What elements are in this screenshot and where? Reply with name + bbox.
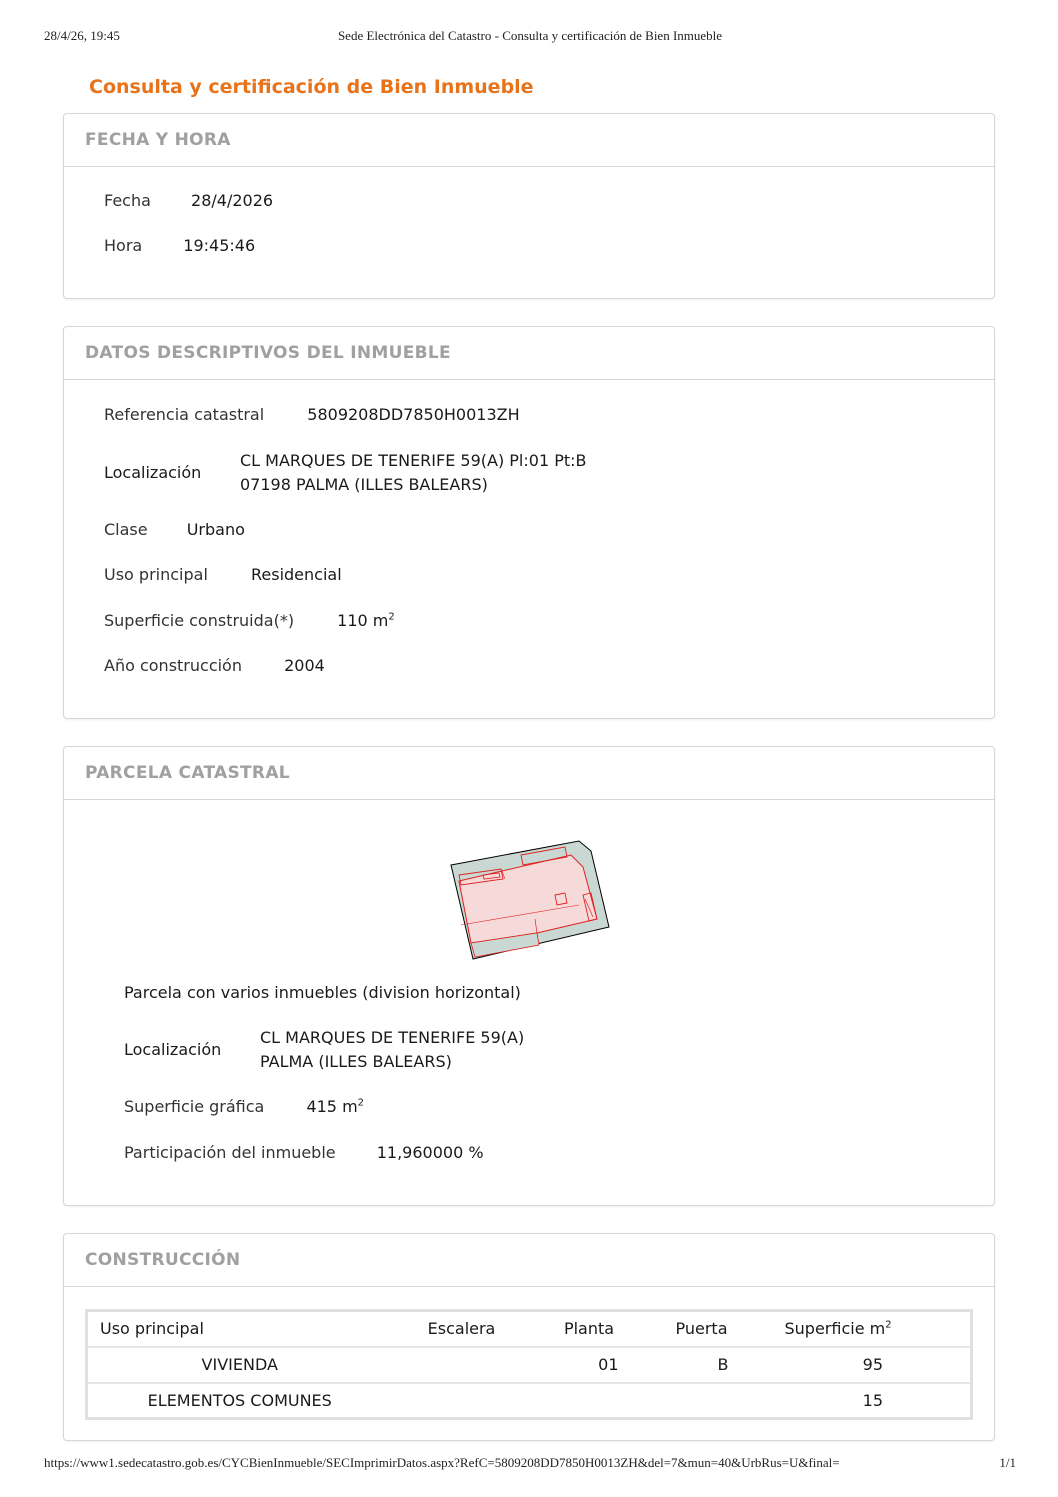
- superficie-label: Superficie construida(*): [104, 611, 295, 630]
- construccion-heading: CONSTRUCCIÓN: [64, 1234, 994, 1287]
- fecha-value: 28/4/2026: [191, 191, 274, 210]
- parcela-descripcion: Parcela con varios inmuebles (division horizontal): [124, 983, 521, 1002]
- fecha-hora-panel: [63, 113, 995, 299]
- referencia-row: [104, 405, 520, 424]
- table-row: [87, 1347, 972, 1383]
- cell-escalera: [392, 1347, 532, 1383]
- localizacion-line1: CL MARQUES DE TENERIFE 59(A) Pl:01 Pt:B: [240, 451, 587, 470]
- fecha-label: Fecha: [104, 191, 151, 210]
- participacion-value: 11,960000 %: [376, 1143, 484, 1162]
- clase-row: [104, 520, 245, 539]
- cell-uso: VIVIENDA: [87, 1347, 392, 1383]
- parcela-superficie-label: Superficie gráfica: [124, 1097, 265, 1116]
- col-puerta: Puerta: [647, 1311, 757, 1347]
- page-title: Consulta y certificación de Bien Inmueble: [89, 76, 534, 98]
- participacion-label: Participación del inmueble: [124, 1143, 336, 1162]
- col-escalera: Escalera: [392, 1311, 532, 1347]
- cell-superficie: 95: [757, 1347, 972, 1383]
- table-row: [87, 1383, 972, 1419]
- localizacion-line2: 07198 PALMA (ILLES BALEARS): [240, 475, 488, 494]
- col-uso: Uso principal: [87, 1311, 392, 1347]
- cell-escalera: [392, 1383, 532, 1419]
- cell-uso: ELEMENTOS COMUNES: [147, 1390, 332, 1410]
- clase-label: Clase: [104, 520, 148, 539]
- anio-row: [104, 656, 325, 675]
- superficie-value: 110 m: [337, 611, 389, 630]
- referencia-label: Referencia catastral: [104, 405, 265, 424]
- construccion-panel: [63, 1233, 995, 1441]
- anio-value: 2004: [284, 656, 325, 675]
- uso-row: [104, 565, 342, 584]
- col-planta: Planta: [532, 1311, 647, 1347]
- superficie-row: [104, 611, 395, 630]
- parcela-superficie-exp: 2: [357, 1097, 365, 1109]
- uso-value: Residencial: [250, 565, 342, 584]
- datos-descriptivos-panel: [63, 326, 995, 719]
- parcel-map-image: [449, 839, 614, 961]
- print-header: [44, 28, 1016, 46]
- print-url: https://www1.sedecatastro.gob.es/CYCBienInmueble/SECImprimirDatos.aspx?RefC=5809208DD7850H0013ZH&del=7&mun=40&UrbRus=U&final=: [44, 1455, 840, 1470]
- hora-label: Hora: [104, 236, 143, 255]
- datos-heading: DATOS DESCRIPTIVOS DEL INMUEBLE: [64, 327, 994, 380]
- parcela-localizacion-line2: PALMA (ILLES BALEARS): [260, 1052, 452, 1071]
- print-title: Sede Electrónica del Catastro - Consulta y certificación de Bien Inmueble: [337, 28, 723, 43]
- print-page-number: 1/1: [999, 1455, 1016, 1470]
- parcela-localizacion-line1: CL MARQUES DE TENERIFE 59(A): [260, 1028, 525, 1047]
- hora-row: [104, 236, 255, 255]
- parcela-heading: PARCELA CATASTRAL: [64, 747, 994, 800]
- referencia-value: 5809208DD7850H0013ZH: [307, 405, 520, 424]
- superficie-exp: 2: [388, 611, 395, 623]
- construccion-table: [85, 1309, 973, 1420]
- parcela-catastral-panel: [63, 746, 995, 1206]
- uso-label: Uso principal: [104, 565, 208, 584]
- cell-planta: 01: [532, 1347, 647, 1383]
- table-header-row: [87, 1311, 972, 1347]
- localizacion-label: Localización: [104, 463, 202, 482]
- col-superficie-exp: 2: [885, 1319, 892, 1331]
- participacion-row: [124, 1143, 484, 1162]
- hora-value: 19:45:46: [183, 236, 256, 255]
- parcela-superficie-value: 415 m: [306, 1097, 358, 1116]
- fecha-hora-heading: FECHA Y HORA: [64, 114, 994, 167]
- cell-superficie: 15: [862, 1390, 883, 1410]
- anio-label: Año construcción: [104, 656, 242, 675]
- fecha-row: [104, 191, 273, 210]
- print-datetime: 28/4/26, 19:45: [44, 28, 120, 43]
- cell-puerta: [647, 1383, 757, 1419]
- print-footer: [44, 1455, 1016, 1473]
- parcela-localizacion-label: Localización: [124, 1040, 222, 1059]
- col-superficie-label: Superficie m: [784, 1319, 886, 1339]
- cell-puerta: B: [647, 1347, 757, 1383]
- clase-value: Urbano: [186, 520, 245, 539]
- cell-planta: [532, 1383, 647, 1419]
- parcela-superficie-row: [124, 1097, 364, 1116]
- col-superficie: [757, 1311, 972, 1347]
